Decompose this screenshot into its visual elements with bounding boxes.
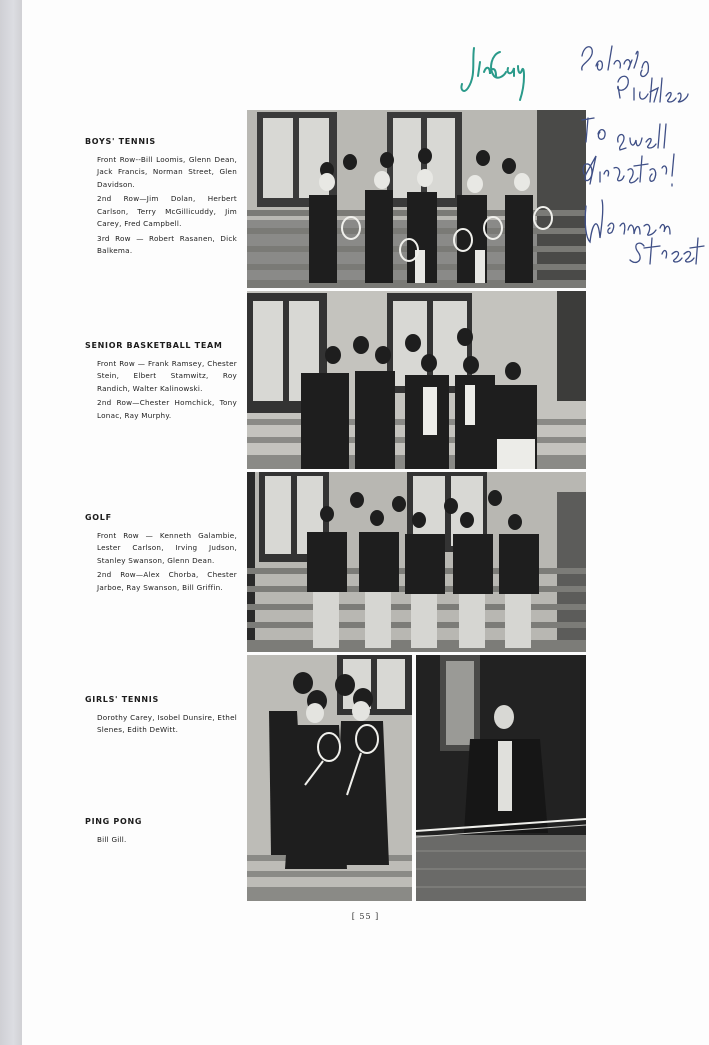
caption-row: Front Row — Kenneth Galambie, Lester Carlson, Irving Judson, Stanley Swanson, Glenn Dean.	[97, 530, 237, 565]
handwritten-note	[578, 38, 709, 272]
photo-golf	[247, 472, 586, 652]
caption-senior-basketball	[85, 340, 237, 424]
caption-boys-tennis	[85, 136, 237, 260]
photo-girls-tennis	[247, 655, 412, 901]
caption-row: Front Row--Bill Loomis, Glenn Dean, Jack Francis, Norman Street, Glen Davidson.	[97, 154, 237, 189]
caption-row: 2nd Row—Alex Chorba, Chester Jarboe, Ray Swanson, Bill Griffin.	[97, 570, 237, 592]
caption-girls-tennis	[85, 694, 237, 739]
caption-row: Front Row — Frank Ramsey, Chester Stein, Elbert Stamwitz, Roy Randich, Walter Kalinowski.	[97, 358, 237, 393]
signature-jim-carey	[454, 42, 534, 114]
caption-ping-pong	[85, 816, 237, 848]
page-number: [ 55 ]	[351, 912, 380, 921]
photo-ping-pong	[416, 655, 586, 901]
caption-golf	[85, 512, 237, 596]
caption-row: 2nd Row—Chester Homchick, Tony Lonac, Ray Murphy.	[97, 398, 237, 420]
heading-girls-tennis: GIRLS' TENNIS	[85, 695, 159, 704]
photo-boys-tennis	[247, 110, 586, 288]
heading-ping-pong: PING PONG	[85, 817, 143, 826]
caption-row: Bill Gill.	[97, 834, 127, 844]
caption-row: Dorothy Carey, Isobel Dunsire, Ethel Slenes, Edith DeWitt.	[97, 712, 237, 734]
caption-row: 3rd Row — Robert Rasanen, Dick Balkema.	[97, 233, 237, 255]
caption-row: 2nd Row—Jim Dolan, Herbert Carlson, Terry McGillicuddy, Jim Carey, Fred Campbell.	[97, 194, 237, 228]
photo-senior-basketball	[247, 291, 586, 469]
heading-golf: GOLF	[85, 513, 112, 522]
heading-boys-tennis: BOYS' TENNIS	[85, 137, 156, 146]
heading-senior-basketball: SENIOR BASKETBALL TEAM	[85, 341, 223, 350]
yearbook-page	[22, 0, 709, 1045]
book-binding	[0, 0, 22, 1045]
